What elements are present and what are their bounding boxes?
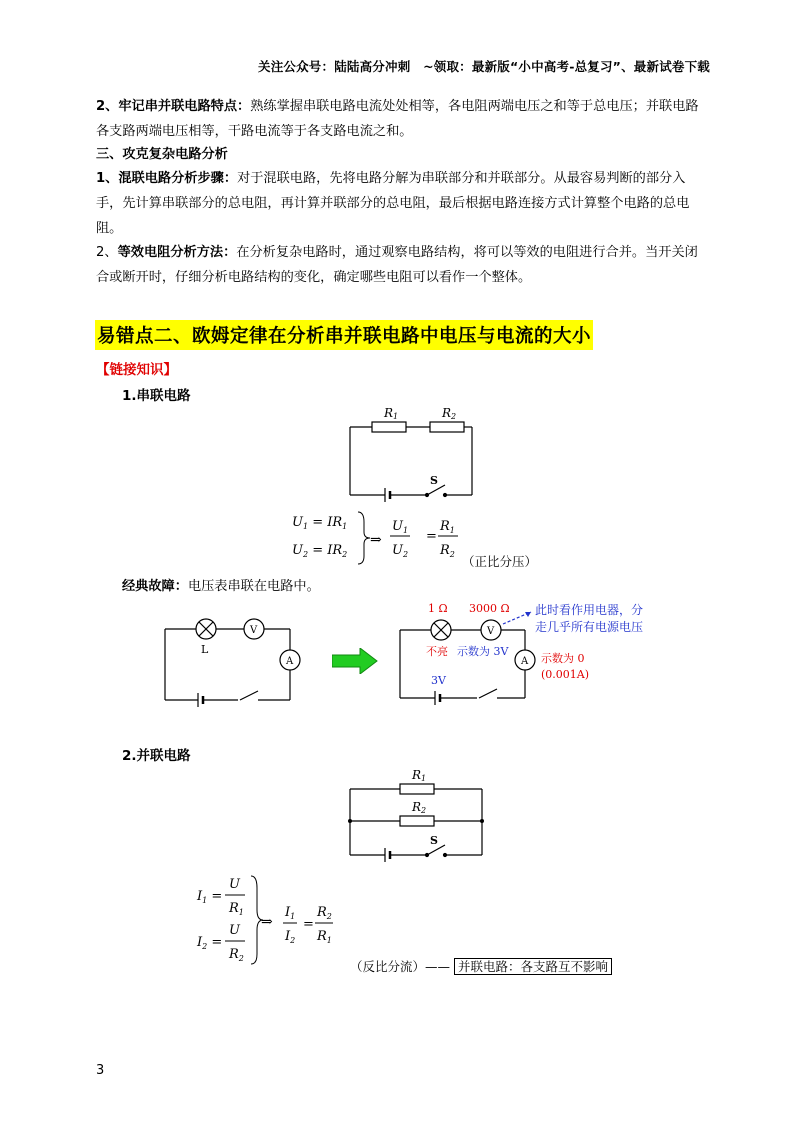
equiv-num: 2、 [96, 245, 118, 260]
svg-text:3V: 3V [431, 674, 446, 687]
svg-text:U: U [229, 923, 240, 938]
svg-text:L: L [201, 643, 209, 656]
svg-text:1 Ω: 1 Ω [428, 602, 448, 615]
green-arrow-icon [332, 648, 378, 674]
svg-text:S: S [430, 474, 438, 487]
fault-circuit-left [160, 615, 310, 710]
fault-label: 经典故障： [122, 579, 188, 594]
svg-text:R1: $R_1$ [229, 901, 244, 917]
svg-text:R1: R1 [384, 406, 399, 421]
svg-text:I1 =: $I_1$ = [197, 889, 223, 905]
svg-text:U2 = IR2: $U_2 = IR_2$ [292, 543, 348, 559]
svg-text:A: A [521, 656, 529, 667]
svg-text:R2: R2 [412, 800, 427, 815]
svg-text:R2: $R_2$ [229, 947, 244, 963]
mix-label: 1、混联电路分析步骤： [96, 171, 238, 186]
svg-text:R2: R2 [442, 406, 457, 421]
page-number: 3 [96, 1063, 105, 1078]
item2-paragraph [96, 94, 708, 144]
svg-text:⇒: ⇒ [370, 532, 382, 548]
svg-text:I1: $I_1$ [285, 905, 296, 921]
switch-icon [240, 691, 258, 700]
svg-text:V: V [250, 625, 258, 636]
svg-text:U1 = IR1: $U_1 = IR_1$ [292, 515, 348, 531]
svg-text:R1: $R_1$ [317, 929, 332, 945]
svg-text:不亮: 不亮 [426, 645, 448, 658]
svg-text:R1: R1 [412, 768, 427, 783]
svg-text:示数为 0: 示数为 0 [541, 652, 585, 665]
parallel-note-text: （反比分流）—— [350, 959, 451, 974]
svg-text:3000 Ω: 3000 Ω [469, 602, 510, 615]
svg-text:此时看作用电器，分: 此时看作用电器，分 [535, 603, 644, 617]
mix-text: 对于混联电路，先将电路分解为串联部分和并联部分。从最容易判断的部分入手，先计算串联部分的总电阻，再计算并联部分的总电阻，最后根据电路连接方式计算整个电路的总电阻。 [96, 171, 690, 236]
fault-circuit-right [395, 598, 685, 713]
parallel-title: 2.并联电路 [122, 748, 191, 764]
svg-text:S: S [430, 834, 438, 847]
page-header: 关注公众号：陆陆高分冲刺 ~领取：最新版“小中高考-总复习”、最新试卷下载 [258, 59, 710, 74]
item2-label: 2、牢记串并联电路特点： [96, 99, 251, 114]
svg-text:I2: $I_2$ [285, 929, 296, 945]
svg-text:示数为 3V: 示数为 3V [457, 645, 509, 658]
series-title: 1.串联电路 [122, 388, 191, 404]
svg-text:R1: $R_1$ [440, 519, 455, 535]
equiv-paragraph [96, 240, 708, 290]
svg-text:R2: $R_2$ [317, 905, 332, 921]
parallel-circuit-diagram [340, 765, 490, 865]
resistor-r2-icon [400, 816, 434, 826]
svg-text:走几乎所有电源电压: 走几乎所有电源电压 [535, 620, 644, 634]
parallel-formula-note [350, 957, 612, 975]
resistor-r2-icon [430, 422, 464, 432]
heading-3: 三、攻克复杂电路分析 [96, 147, 228, 162]
series-formula-note: （正比分压） [462, 554, 538, 569]
svg-text:⇒: ⇒ [261, 914, 273, 930]
mix-paragraph [96, 166, 708, 241]
svg-text:U1: $U_1$ [392, 519, 409, 535]
parallel-boxed-note: 并联电路：各支路互不影响 [454, 958, 612, 975]
resistor-r1-icon [400, 784, 434, 794]
svg-text:R2: $R_2$ [440, 543, 455, 559]
fault-paragraph [122, 575, 320, 594]
switch-icon [479, 689, 497, 698]
svg-text:=: = [303, 917, 314, 932]
fault-text: 电压表串联在电路中。 [187, 579, 320, 594]
svg-text:A: A [286, 656, 294, 667]
item2-text: 熟练掌握串联电路电流处处相等，各电阻两端电压之和等于总电压；并联电路各支路两端电压相等，干路电流等于各支路电流之和。 [96, 99, 699, 139]
svg-text:=: = [426, 529, 437, 544]
series-circuit-diagram [340, 405, 480, 503]
svg-text:U2: $U_2$ [392, 543, 409, 559]
parallel-formula [195, 872, 385, 968]
resistor-r1-icon [372, 422, 406, 432]
equiv-text: 在分析复杂电路时，通过观察电路结构，将可以等效的电阻进行合并。当开关闭合或断开时，仔细分析电路结构的变化，确定哪些电阻可以看作一个整体。 [96, 245, 698, 285]
svg-text:V: V [487, 626, 495, 637]
section-title: 易错点二、欧姆定律在分析串并联电路中电压与电流的大小 [95, 320, 593, 350]
svg-text:I2 =: $I_2$ = [197, 935, 223, 951]
svg-text:U: U [229, 877, 240, 892]
svg-text:(0.001A): (0.001A) [541, 668, 590, 681]
equiv-label: 等效电阻分析方法： [117, 245, 237, 260]
link-knowledge-label: 【链接知识】 [96, 362, 177, 378]
